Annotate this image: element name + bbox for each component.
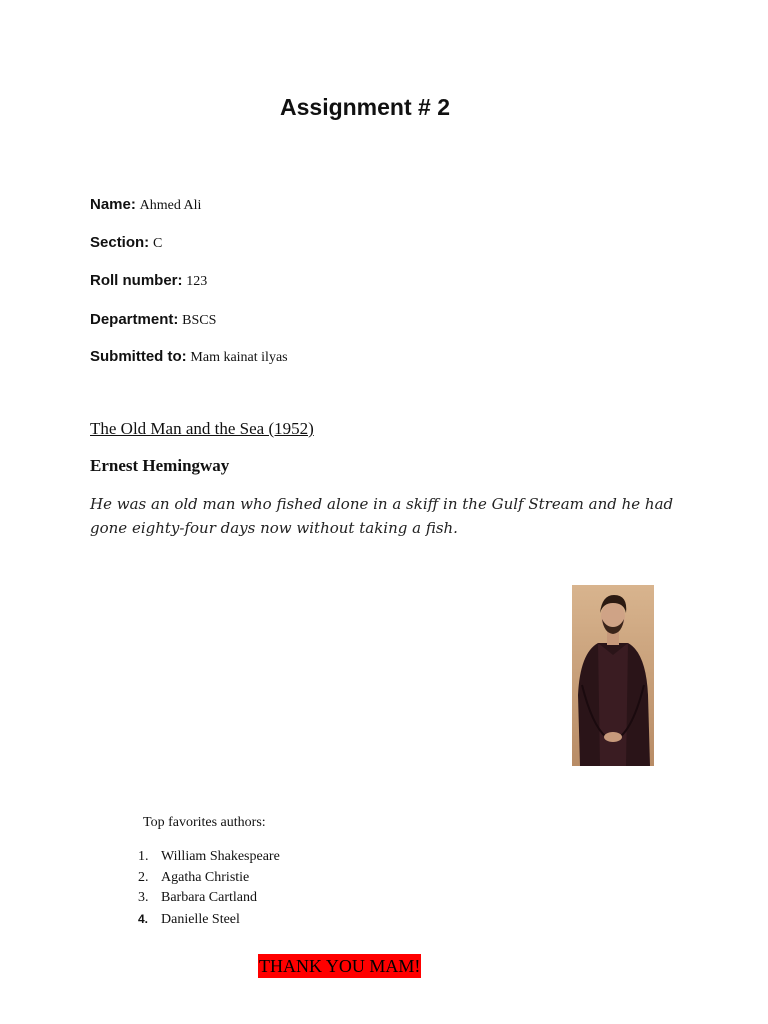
portrait-image xyxy=(572,585,654,766)
list-number: 3. xyxy=(138,890,149,906)
submitted-to-field xyxy=(90,348,288,366)
roll-number-field xyxy=(90,272,207,290)
submitted-to-value: Mam kainat ilyas xyxy=(190,350,288,365)
page-title: Assignment # 2 xyxy=(280,94,450,120)
author-name: Danielle Steel xyxy=(161,912,240,928)
section-label: Section: xyxy=(90,234,150,251)
list-item xyxy=(138,868,280,889)
list-number: 2. xyxy=(138,869,149,885)
roll-number-label: Roll number: xyxy=(90,272,183,289)
author-name: Barbara Cartland xyxy=(161,890,258,906)
favorites-list xyxy=(138,847,280,930)
thank-you-banner: THANK YOU MAM! xyxy=(259,956,421,976)
book-title: The Old Man and the Sea (1952) xyxy=(90,419,314,438)
name-label: Name: xyxy=(90,196,136,213)
roll-number-value: 123 xyxy=(186,274,208,289)
portrait-photo xyxy=(572,585,654,766)
list-number: 4. xyxy=(138,912,149,927)
book-quote: He was an old man who fished alone in a skiff in the Gulf Stream and he had gone eighty-four days now without taking a fish. xyxy=(90,495,674,537)
author-name: William Shakespeare xyxy=(161,849,280,864)
list-number: 1. xyxy=(138,849,149,864)
section-value: C xyxy=(152,236,163,251)
book-author: Ernest Hemingway xyxy=(90,456,230,475)
department-field xyxy=(90,311,216,329)
section-field xyxy=(90,234,162,252)
list-item xyxy=(138,888,280,909)
list-item xyxy=(138,847,280,868)
favorites-heading: Top favorites authors: xyxy=(143,815,266,830)
name-field xyxy=(90,196,201,214)
submitted-to-label: Submitted to: xyxy=(90,348,187,365)
department-value: BSCS xyxy=(182,313,217,328)
department-label: Department: xyxy=(90,311,179,328)
list-item xyxy=(138,909,280,930)
name-value: Ahmed Ali xyxy=(139,198,202,213)
author-name: Agatha Christie xyxy=(161,869,250,885)
